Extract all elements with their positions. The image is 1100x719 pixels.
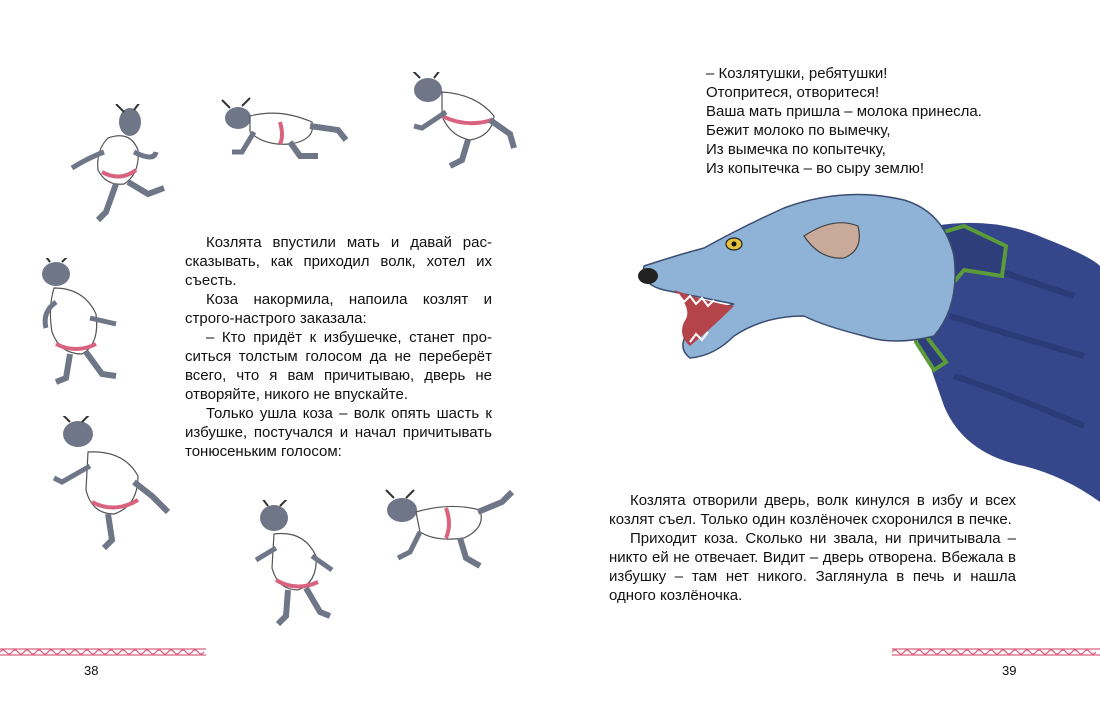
poem-line: Из вымечка по копытечку,: [706, 141, 886, 158]
page-number: 39: [1002, 663, 1017, 678]
kid-goat-illustration-4: [26, 258, 126, 388]
paragraph: Козлята впустили мать и давай рассказывать, как приходил волк, хотел их съесть.: [185, 234, 492, 289]
paragraph: Коза накормила, напоила козлят и строго-настрого заказала:: [185, 291, 492, 327]
kid-goat-illustration-7: [380, 488, 516, 572]
kid-goat-illustration-5: [52, 416, 174, 550]
kid-goat-illustration-2: [220, 96, 350, 162]
wolf-illustration: [634, 186, 1100, 502]
decorative-border-left: [0, 646, 206, 658]
paragraph: Козлята отворили дверь, волк кинулся в избу и всех козлят съел. Только один козлёночек схоронился в печке.: [609, 492, 1016, 528]
left-page-text: [185, 233, 492, 461]
poem-line: Ваша мать пришла – молока принесла.: [706, 103, 982, 120]
paragraph: Приходит коза. Сколько ни звала, ни причитывала – никто ей не отвечает. Видит – дверь отворена. Вбежала в избушку – там нет никого. Заглянула в печь и нашла одного козлёночка.: [609, 530, 1016, 604]
kid-goat-illustration-1: [68, 104, 172, 230]
right-page-text: [609, 491, 1016, 605]
poem-line: Бежит молоко по вымечку,: [706, 122, 891, 139]
poem-line: Отопритеся, отворитеся!: [706, 84, 880, 101]
page-number: 38: [84, 663, 99, 678]
poem-line: Из копытечка – во сыру землю!: [706, 160, 925, 177]
paragraph: Только ушла коза – волк опять шасть к избушке, постучался и начал причитывать тонюсеньким голосом:: [185, 405, 492, 460]
paragraph: – Кто придёт к избушечке, станет проситься толстым голосом да не переберёт всего, что я вам причитываю, дверь не отворяйте, никого не впускайте.: [185, 329, 492, 403]
poem-line: – Козлятушки, ребятушки!: [706, 65, 888, 82]
kid-goat-illustration-6: [248, 500, 344, 628]
kid-goat-illustration-3: [406, 72, 522, 174]
decorative-border-right: [892, 646, 1100, 658]
poem: [706, 64, 982, 178]
